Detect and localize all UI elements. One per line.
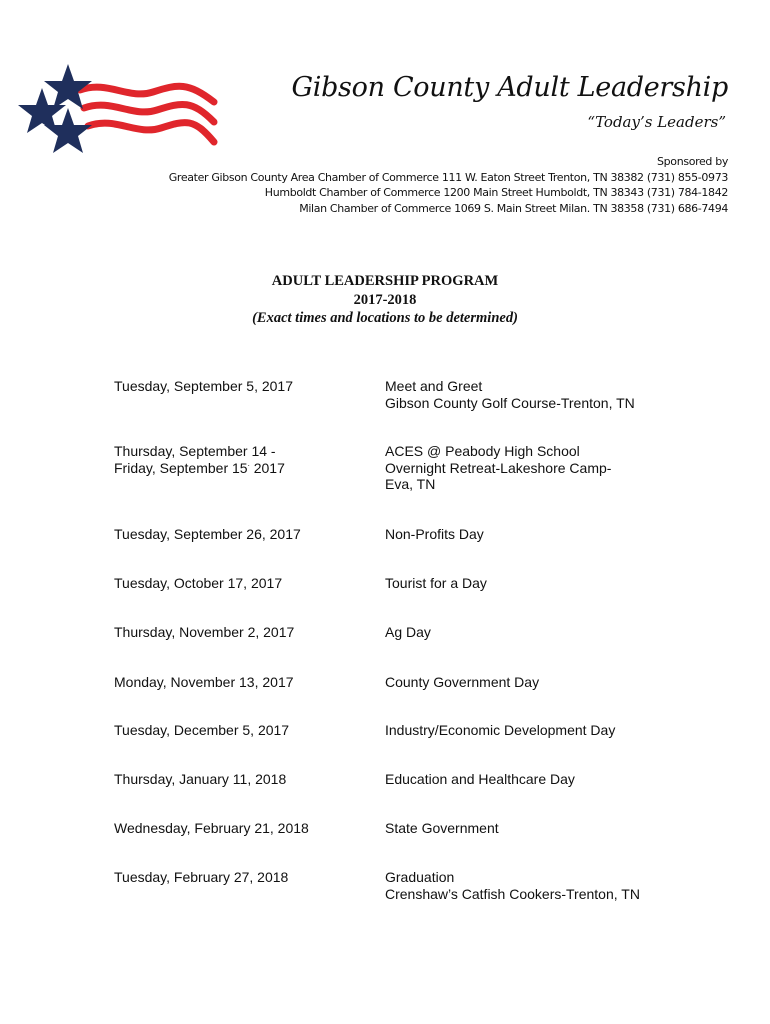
- stripes: [80, 86, 214, 142]
- schedule-date: Tuesday, October 17, 2017: [114, 575, 283, 591]
- program-heading: [0, 272, 770, 328]
- program-title: ADULT LEADERSHIP PROGRAM: [271, 273, 499, 289]
- schedule-event: Industry/Economic Development Day: [385, 722, 616, 738]
- sponsored-by-label: Sponsored by: [657, 155, 728, 168]
- program-note: (Exact times and locations to be determined): [252, 310, 518, 326]
- schedule-event: ACES @ Peabody High School Overnight Retreat-Lakeshore Camp- Eva, TN: [385, 443, 612, 492]
- stripe-2: [84, 104, 214, 122]
- schedule-event: Ag Day: [385, 624, 431, 640]
- sponsors-block: [169, 154, 728, 216]
- page-subtitle: “Today’s Leaders”: [587, 113, 726, 131]
- sponsor-line: Humboldt Chamber of Commerce 1200 Main Street Humboldt, TN 38343 (731) 784-1842: [264, 186, 728, 199]
- schedule-event: Graduation Crenshaw’s Catfish Cookers-Trenton, TN: [385, 869, 640, 902]
- schedule-event: Tourist for a Day: [385, 575, 487, 591]
- schedule-date: Monday, November 13, 2017: [114, 674, 294, 690]
- schedule-date: Thursday, November 2, 2017: [114, 624, 295, 640]
- schedule-date: Wednesday, February 21, 2018: [114, 820, 309, 836]
- stripe-1: [80, 86, 214, 102]
- program-years: 2017-2018: [353, 291, 417, 308]
- schedule-event: State Government: [385, 820, 499, 836]
- schedule-date: Tuesday, February 27, 2018: [114, 869, 289, 885]
- stripe-3: [88, 123, 214, 142]
- schedule-date: Tuesday, December 5, 2017: [114, 722, 290, 738]
- sponsor-line: Greater Gibson County Area Chamber of Commerce 111 W. Eaton Street Trenton, TN 38382 (731) 855-0973: [168, 170, 728, 184]
- page-title: Gibson County Adult Leadership: [291, 72, 728, 103]
- schedule-date: Thursday, January 11, 2018: [114, 771, 287, 787]
- schedule-date: Tuesday, September 26, 2017: [114, 526, 301, 542]
- schedule-event: Education and Healthcare Day: [385, 771, 575, 787]
- schedule-event: County Government Day: [385, 674, 540, 690]
- schedule-event: Non-Profits Day: [385, 526, 484, 542]
- flag-logo: [18, 62, 218, 154]
- star-icon: [44, 64, 92, 109]
- schedule-date: Tuesday, September 5, 2017: [114, 378, 293, 394]
- schedule-event: Meet and Greet Gibson County Golf Course-Trenton, TN: [385, 378, 635, 411]
- sponsor-line: Milan Chamber of Commerce 1069 S. Main Street Milan. TN 38358 (731) 686-7494: [299, 201, 728, 215]
- schedule-date: Thursday, September 14 - Friday, September 15. 2017: [114, 443, 285, 476]
